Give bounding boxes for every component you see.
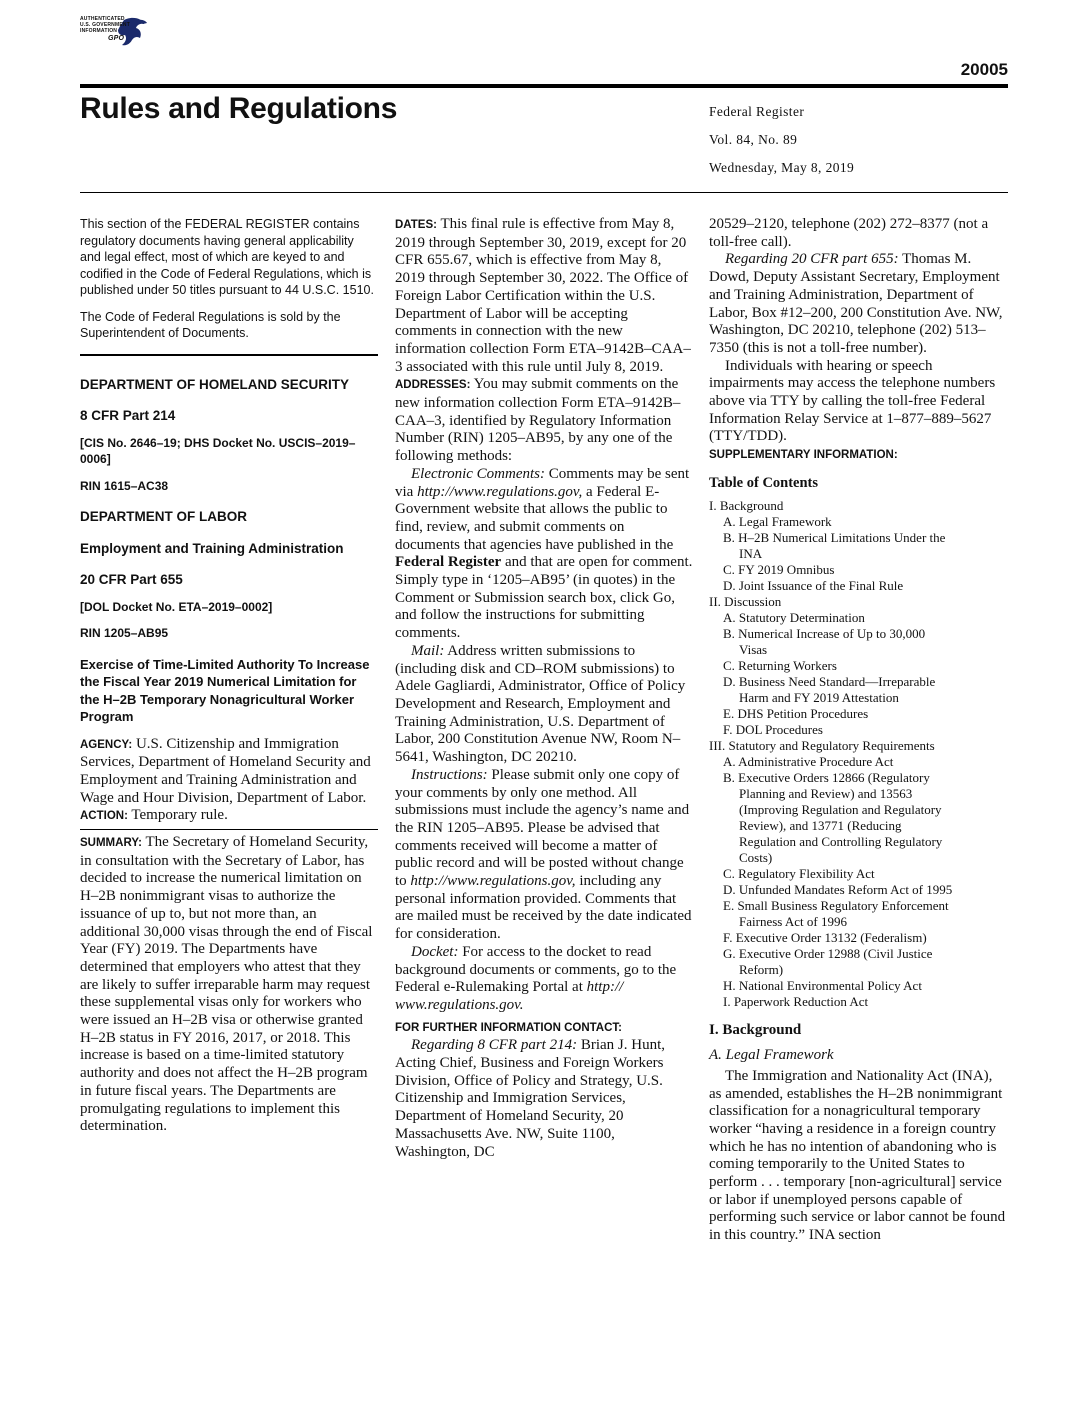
toc-item[interactable]: II. Discussion — [709, 593, 782, 609]
toc-item[interactable]: I. Background — [709, 497, 784, 513]
toc-item[interactable]: III. Statutory and Regulatory Requirements — [709, 737, 935, 753]
toc-item[interactable]: H. National Environmental Policy Act — [723, 977, 922, 993]
intro-paragraph-2: The Code of Federal Regulations is sold by the Superintendent of Documents. — [80, 309, 341, 340]
docket-label: Docket: — [411, 943, 459, 960]
agency-eta: Employment and Training Administration — [80, 540, 344, 556]
instructions-label: Instructions: — [411, 766, 488, 783]
regarding-214-paragraph — [395, 1037, 693, 1161]
toc-item[interactable]: D. Business Need Standard—Irreparable — [723, 673, 936, 689]
header-rule — [80, 84, 1008, 88]
agency-text: U.S. Citizenship and Immigration Services, Department of Homeland Security and Employment and Training Administration and Wage and Hour Division, Department of Labor. — [80, 735, 371, 806]
background-heading: I. Background — [709, 1021, 802, 1038]
docket-text: For access to the docket to read background documents or comments, go to the Federal e-Rulemaking Portal at — [395, 943, 677, 996]
instructions-paragraph — [395, 767, 693, 944]
summary-paragraph — [80, 834, 378, 1136]
toc-item[interactable]: A. Statutory Determination — [723, 609, 865, 625]
dates-label: DATES: — [395, 219, 437, 231]
table-of-contents — [709, 498, 1007, 1010]
logo-line-1: AUTHENTICATED — [80, 16, 125, 22]
toc-item[interactable]: Fairness Act of 1996 — [739, 913, 847, 929]
background-text: The Immigration and Nationality Act (INA), as amended, establishes the H–2B nonimmigrant classification for a nonagricultural temporary worker “having a residence in a foreign country which he has no intention of abandoning who is coming temporarily to the United States to perform . . . temporary [non-agricultural] service or labor if unemployed persons capable of performing such service or labor cannot be found in this country.” INA section — [709, 1067, 1006, 1244]
toc-item[interactable]: E. Small Business Regulatory Enforcement — [723, 897, 949, 913]
agency-paragraph — [80, 736, 378, 808]
mail-text: Address written submissions to (including disk and CD–ROM submissions) to Adele Gagliardi, Administrator, Office of Policy Development and Research, Employment and Training Administration, U.S. Department of Labor, 200 Constitution Avenue NW, Room N–5641, Washington, DC 20210. — [395, 642, 686, 766]
toc-item[interactable]: Planning and Review) and 13563 — [739, 785, 913, 801]
mail-label: Mail: — [411, 642, 445, 659]
toc-item[interactable]: C. Regulatory Flexibility Act — [723, 865, 875, 881]
regulations-gov-link[interactable]: http://www.regulations.gov, — [417, 483, 583, 500]
toc-item[interactable]: Review), and 13771 (Reducing — [739, 817, 902, 833]
toc-title: Table of Contents — [709, 474, 819, 491]
electronic-comments-label: Electronic Comments: — [411, 465, 545, 482]
agency-dhs: DEPARTMENT OF HOMELAND SECURITY — [80, 376, 349, 392]
mail-paragraph — [395, 643, 693, 767]
column-2 — [395, 216, 693, 1161]
regarding-655-label: Regarding 20 CFR part 655: — [725, 251, 899, 268]
publication-name: Federal Register — [709, 104, 805, 119]
toc-item[interactable]: C. Returning Workers — [723, 657, 837, 673]
toc-item[interactable]: G. Executive Order 12988 (Civil Justice — [723, 945, 933, 961]
dhs-rin: RIN 1615–AC38 — [80, 478, 169, 493]
summary-rule — [80, 829, 378, 830]
instructions-link[interactable]: http://www.regulations.gov, — [410, 873, 576, 890]
section-title: Rules and Regulations — [80, 92, 398, 125]
docket-link[interactable]: http:// www.regulations.gov. — [395, 979, 624, 1013]
supplementary-paragraph — [709, 446, 1007, 465]
dhs-docket: [CIS No. 2646–19; DHS Docket No. USCIS–2019–0006] — [80, 435, 356, 466]
toc-item[interactable]: Regulation and Controlling Regulatory — [739, 833, 943, 849]
summary-label: SUMMARY: — [80, 837, 142, 850]
toc-item[interactable]: D. Unfunded Mandates Reform Act of 1995 — [723, 881, 953, 897]
dol-docket: [DOL Docket No. ETA–2019–0002] — [80, 599, 273, 614]
legal-framework-heading: A. Legal Framework — [709, 1046, 834, 1063]
toc-item[interactable]: Reform) — [739, 961, 784, 977]
toc-item[interactable]: E. DHS Petition Procedures — [723, 705, 869, 721]
column-3 — [709, 216, 1007, 1245]
cfr-part-655: 20 CFR Part 655 — [80, 572, 183, 587]
electronic-comments-paragraph — [395, 466, 693, 643]
contact-continued: 20529–2120, telephone (202) 272–8377 (not a toll-free call). — [709, 216, 989, 250]
toc-item[interactable]: F. DOL Procedures — [723, 721, 823, 737]
federal-register-bold: Federal Register — [395, 554, 502, 571]
toc-item[interactable]: F. Executive Order 13132 (Federalism) — [723, 929, 927, 945]
toc-item[interactable]: A. Administrative Procedure Act — [723, 753, 894, 769]
toc-item[interactable]: A. Legal Framework — [723, 513, 832, 529]
toc-item[interactable]: B. H–2B Numerical Limitations Under the — [723, 529, 946, 545]
toc-item[interactable]: INA — [739, 545, 763, 561]
cfr-part-214: 8 CFR Part 214 — [80, 408, 176, 423]
regarding-214-text: Brian J. Hunt, Acting Chief, Business and Foreign Workers Division, Office of Policy and Strategy, U.S. Citizenship and Immigration Services, Department of Homeland Security, 20 Massachusetts Ave. NW, Suite 1100, Washington, DC — [395, 1037, 666, 1160]
regarding-655-paragraph — [709, 251, 1007, 357]
supplementary-label: SUPPLEMENTARY INFORMATION: — [709, 449, 898, 462]
logo-line-3: INFORMATION — [80, 28, 118, 34]
logo-line-2: U.S. GOVERNMENT — [80, 22, 130, 28]
gpo-authentication-logo — [80, 14, 150, 54]
toc-item[interactable]: (Improving Regulation and Regulatory — [739, 801, 942, 817]
addresses-label: ADDRESSES: — [395, 379, 471, 392]
toc-item[interactable]: Visas — [739, 641, 768, 657]
toc-item[interactable]: Harm and FY 2019 Attestation — [739, 689, 899, 705]
dates-paragraph — [395, 216, 693, 376]
rule-title: Exercise of Time-Limited Authority To Increase the Fiscal Year 2019 Numerical Limitation for the H–2B Temporary Nonagricultural Worker Program — [80, 656, 370, 724]
dol-rin: RIN 1205–AB95 — [80, 626, 169, 640]
toc-item[interactable]: B. Executive Orders 12866 (Regulatory — [723, 769, 930, 785]
intro-paragraph-1: This section of the FEDERAL REGISTER contains regulatory documents having general applicability and legal effect, most of which are keyed to and codified in the Code of Federal Regulations, which is published under 50 titles pursuant to 44 U.S.C. 1510. — [80, 217, 374, 297]
toc-item[interactable]: C. FY 2019 Omnibus — [723, 561, 835, 577]
addresses-paragraph — [395, 376, 693, 466]
toc-item[interactable]: D. Joint Issuance of the Final Rule — [723, 577, 904, 593]
electronic-comments-text-3: and that are open for comment. Simply type in ‘1205–AB95’ (in quotes) in the Comment or Submission search box, click Go, and follow the instructions for submitting comments. — [395, 554, 693, 642]
tty-paragraph: Individuals with hearing or speech impairments may access the telephone numbers above via TTY by calling the toll-free Federal Information Relay Service at 1–877–889–5627 (TTY/TDD). — [709, 357, 996, 445]
action-paragraph — [80, 807, 378, 826]
page-number: 20005 — [960, 60, 1008, 79]
addresses-text: You may submit comments on the new information collection Form ETA–9142B–CAA–3, identified by Regulatory Information Number (RIN) 1205–AB95, by any one of the following methods: — [395, 376, 681, 465]
electronic-comments-text-1: Comments may be sent via — [395, 465, 690, 500]
section-rule — [80, 354, 378, 356]
summary-text: The Secretary of Homeland Security, in consultation with the Secretary of Labor, has decided to increase the numerical limitation on H–2B nonimmigrant visas to authorize the issuance of up to, but not more than, an additional 30,000 visas through the end of Fiscal Year (FY) 2019. The Departments have determined that employers who attest that they are likely to suffer irreparable harm may request these supplemental visas only for workers who were issued an H–2B visa or otherwise granted H–2B status in FY 2016, 2017, or 2018. This increase is based on a time-limited statutory authority and does not affect the H–2B program in future fiscal years. The Departments are promulgating regulations to implement this determination. — [80, 834, 373, 1135]
header-divider — [80, 192, 1008, 193]
action-label: ACTION: — [80, 810, 128, 823]
column-1 — [80, 216, 378, 1136]
logo-line-4: GPO — [108, 35, 125, 42]
toc-item[interactable]: Costs) — [739, 849, 773, 865]
agency-dol: DEPARTMENT OF LABOR — [80, 509, 247, 524]
dates-text: This final rule is effective from May 8, 2019 through September 30, 2019, except for 20 CFR 655.67, which is effective from May 8, 2019 through September 30, 2022. The Office of Foreign Labor Certification within the U.S. Department of Labor will be accepting comments in connection with the new information collection Form ETA–9142B–CAA–3 associated with this rule until July 8, 2019. — [395, 216, 691, 375]
instructions-text-2: including any personal information provided. Comments that are mailed must be received by the date indicated for consideration. — [395, 873, 692, 943]
regarding-655-text: Thomas M. Dowd, Deputy Assistant Secretary, Employment and Training Administration, Department of Labor, Box #12–200, 200 Constitution Ave. NW, Washington, DC 20210, telephone (202) 513–7350 (this is not a toll-free number). — [709, 251, 1003, 356]
regarding-214-label: Regarding 8 CFR part 214: — [411, 1037, 578, 1054]
volume-number: Vol. 84, No. 89 — [709, 132, 798, 147]
docket-paragraph — [395, 944, 693, 1015]
agency-label: AGENCY: — [80, 738, 133, 751]
toc-item[interactable]: I. Paperwork Reduction Act — [723, 993, 869, 1009]
ffic-label: FOR FURTHER INFORMATION CONTACT: — [395, 1021, 622, 1034]
ffic-paragraph — [395, 1019, 693, 1038]
publication-date: Wednesday, May 8, 2019 — [709, 160, 855, 175]
electronic-comments-text-2: a Federal E-Government website that allows the public to find, review, and submit comments on documents that agencies have published in the — [395, 483, 674, 553]
instructions-text-1: Please submit only one copy of your comments by only one method. All submissions must include the agency’s name and the RIN 1205–AB95. Please be advised that comments received will become a matter of public record and will be posted without change to — [395, 766, 690, 890]
action-text: Temporary rule. — [131, 807, 228, 824]
toc-item[interactable]: B. Numerical Increase of Up to 30,000 — [723, 625, 926, 641]
